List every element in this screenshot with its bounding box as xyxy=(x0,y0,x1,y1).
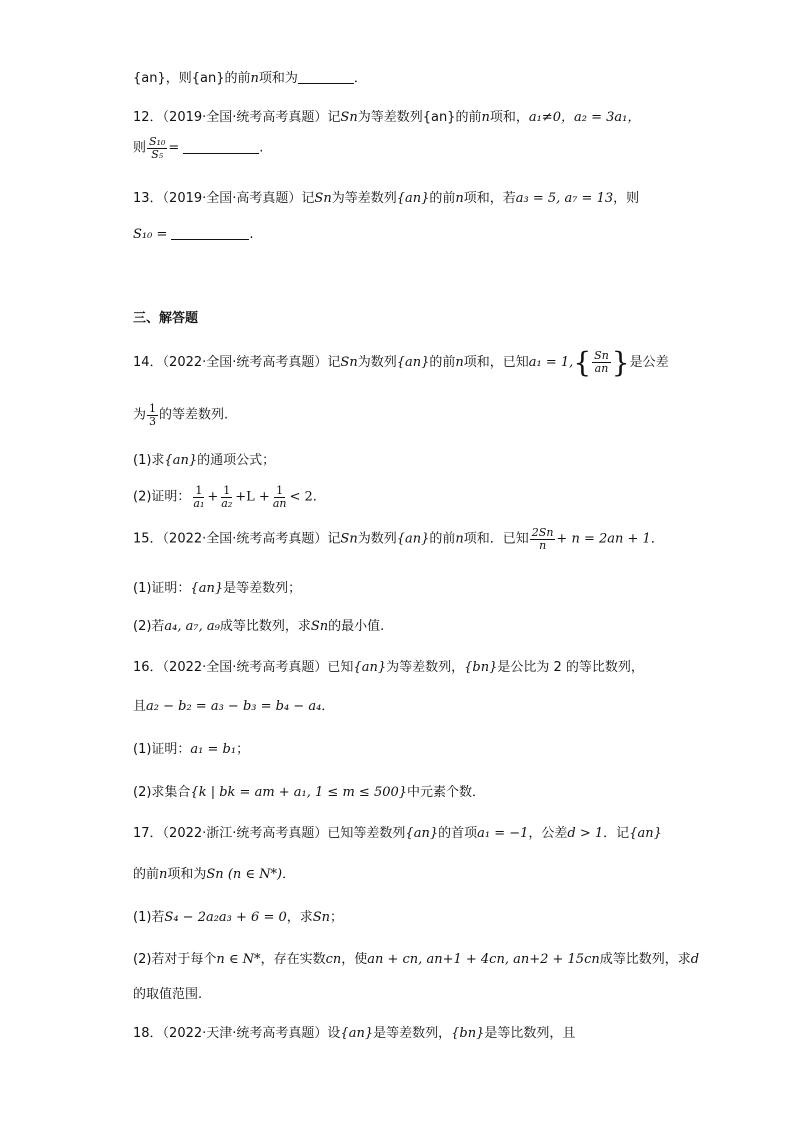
q16-p1-eq: a₁ = b₁ xyxy=(190,742,237,757)
q17-p2-c: cn xyxy=(325,952,342,967)
q17-source: （2022·浙江·统考高考真题） xyxy=(162,826,328,841)
q14-p2-end: . xyxy=(312,489,317,505)
q14-termn xyxy=(271,485,289,509)
q17-line2-b: 项和为 xyxy=(167,867,207,882)
q16-text-a: 已知 xyxy=(327,660,354,675)
q17-part1 xyxy=(133,906,343,925)
q16-part2 xyxy=(133,781,485,800)
q14-fraction xyxy=(592,350,611,374)
q14-termn-den: an xyxy=(272,496,287,510)
q12-fraction xyxy=(147,136,167,160)
q12-line1 xyxy=(133,106,640,125)
q12-eq: = xyxy=(168,140,180,156)
q15-sn: Sn xyxy=(340,531,358,547)
q12-sn: Sn xyxy=(340,110,358,125)
q15-p2-a: (2)若 xyxy=(133,619,165,634)
q14-text-a: 记 xyxy=(327,355,341,370)
q15-seq: {an} xyxy=(396,531,430,547)
q17-line1 xyxy=(133,822,662,841)
q11-end: ． xyxy=(353,71,367,86)
q14-sn: Sn xyxy=(340,355,358,370)
q17-p2-n: n ∈ N* xyxy=(216,952,261,967)
q18-text-a: 设 xyxy=(327,1026,341,1041)
q17-seq2: {an} xyxy=(629,826,662,841)
q17-p1-b: ，求 xyxy=(286,910,313,925)
q13-end: . xyxy=(249,227,254,242)
q14-text-e: 是公差 xyxy=(629,355,669,370)
q16-text-b: 为等差数列， xyxy=(386,660,465,675)
q14-line2-a: 为 xyxy=(133,407,147,423)
q12-cond2: a₂ = 3a₁， xyxy=(573,110,641,125)
q16-line1 xyxy=(133,656,644,675)
q14-brace-right: } xyxy=(611,346,630,379)
q14-p1-a: (1)求 xyxy=(133,453,165,468)
q15-fraction xyxy=(530,527,556,551)
q14-term1-den: a₁ xyxy=(193,496,205,510)
q14-dots: +L + xyxy=(235,489,270,505)
q15-frac-den: n xyxy=(539,538,547,552)
q17-number: 17． xyxy=(133,826,163,841)
q17-text-d: ．记 xyxy=(603,826,630,841)
q12-frac-num: S₁₀ xyxy=(149,135,166,148)
q18-source: （2022·天津·统考高考真题） xyxy=(162,1026,328,1041)
q14-term1-num: 1 xyxy=(195,484,203,497)
q12-text-c: 项和， xyxy=(489,110,529,125)
q16-source: （2022·全国·统考高考真题） xyxy=(162,660,328,675)
q14-termn-num: 1 xyxy=(276,484,284,497)
q18-text-c: 是等比数列，且 xyxy=(484,1026,576,1041)
q17-p1-sn: Sn xyxy=(312,910,331,925)
q13-line2 xyxy=(133,227,254,242)
q15-line1 xyxy=(133,527,664,551)
q11-text: {an}，则{an}的前 xyxy=(133,71,251,86)
q13-s10: S₁₀ = xyxy=(133,227,168,242)
q12-text-a: 记 xyxy=(327,110,341,125)
q11-answer-blank[interactable] xyxy=(298,71,354,84)
q14-line2-b: 的等差数列. xyxy=(159,407,229,423)
q13-n: n xyxy=(455,191,464,206)
q14-seq: {an} xyxy=(396,355,430,370)
q11-tail-line xyxy=(133,67,367,86)
q18-text-b: 是等差数列， xyxy=(373,1026,452,1041)
q14-term2-num: 1 xyxy=(223,484,231,497)
q14-cond: a₁ = 1, xyxy=(528,355,574,370)
q11-text-b: 项和为 xyxy=(258,71,298,86)
q16-line2 xyxy=(133,695,334,714)
q15-part1 xyxy=(133,577,301,596)
q15-part2 xyxy=(133,615,384,634)
q16-p2-b: 中元素个数． xyxy=(407,785,486,800)
q14-plus: + xyxy=(207,489,219,505)
q16-seq-b: {bn} xyxy=(464,660,498,675)
q14-term1 xyxy=(191,485,206,509)
q15-end: ． xyxy=(650,531,664,547)
q17-p1-eq: S₄ − 2a₂a₃ + 6 = 0 xyxy=(164,910,287,925)
q14-frac-den: an xyxy=(594,362,609,375)
q17-p2-dvar: d xyxy=(690,952,700,967)
q16-line2-end: ． xyxy=(321,699,335,714)
q17-a1: a₁ = −1 xyxy=(477,826,529,841)
q14-term2-den: a₂ xyxy=(221,496,233,510)
q13-text-b: 为等差数列 xyxy=(331,191,397,206)
q17-d: d > 1 xyxy=(567,826,604,841)
q16-number: 16． xyxy=(133,660,163,675)
q14-line1 xyxy=(133,346,669,379)
q18-number: 18． xyxy=(133,1026,163,1041)
q14-d-num: 1 xyxy=(149,402,157,415)
q11-n: n xyxy=(250,71,259,86)
q17-text-b: 的首项 xyxy=(438,826,478,841)
q16-p1-end: ； xyxy=(236,742,250,757)
q15-text-a: 记 xyxy=(327,531,341,547)
q17-line2-end: ． xyxy=(282,867,296,882)
q17-p2-a: (2)若对于每个 xyxy=(133,952,217,967)
q17-text-c: ，公差 xyxy=(528,826,568,841)
q16-text-c: 是公比为 2 的等比数列， xyxy=(497,660,644,675)
q15-source: （2022·全国·统考高考真题） xyxy=(162,531,328,547)
q17-part2-line2 xyxy=(133,983,202,1002)
q14-p1-seq: {an} xyxy=(164,453,198,468)
q15-text-d: 项和．已知 xyxy=(463,531,529,547)
q17-n: n xyxy=(159,867,168,882)
q16-p2-set: {k | bk = am + a₁, 1 ≤ m ≤ 500} xyxy=(190,785,408,800)
q15-p2-terms: a₄, a₇, a₉ xyxy=(164,619,220,634)
q13-text-d: 项和，若 xyxy=(463,191,516,206)
q13-cond: a₃ = 5, a₇ = 13 xyxy=(515,191,614,206)
q15-p2-c: 的最小值. xyxy=(328,619,385,634)
q15-number: 15． xyxy=(133,531,163,547)
q16-p2-a: (2)求集合 xyxy=(133,785,191,800)
q15-rhs: + n = 2an + 1 xyxy=(556,531,651,547)
q13-sn: Sn xyxy=(314,191,332,206)
q14-term2 xyxy=(219,485,234,509)
q12-end: . xyxy=(259,140,264,156)
q12-then: 则 xyxy=(133,140,147,156)
q17-p2-d: ，使 xyxy=(341,952,368,967)
q13-source: （2019·全国·高考真题） xyxy=(162,191,302,206)
q14-number: 14． xyxy=(133,355,163,370)
q14-p2-a: (2)证明： xyxy=(133,489,191,505)
q17-p2-e: 成等比数列，求 xyxy=(599,952,691,967)
q14-line2 xyxy=(133,403,228,427)
q17-line2 xyxy=(133,863,295,882)
q13-number: 13． xyxy=(133,191,163,206)
q17-part2 xyxy=(133,948,699,967)
q15-text-b: 为数列 xyxy=(357,531,397,547)
q13-seq: {an} xyxy=(396,191,430,206)
q15-p2-b: 成等比数列，求 xyxy=(219,619,311,634)
q14-p1-b: 的通项公式； xyxy=(197,453,276,468)
q14-text-c: 的前 xyxy=(429,355,456,370)
q18-line1 xyxy=(133,1022,575,1041)
q16-line2-a: 且 xyxy=(133,699,147,714)
q14-d-frac xyxy=(147,403,158,427)
q15-n: n xyxy=(455,531,464,547)
q17-sn-def: Sn (n ∈ N*) xyxy=(206,867,283,882)
q14-part2 xyxy=(133,485,317,509)
q14-source: （2022·全国·统考高考真题） xyxy=(162,355,328,370)
q14-n: n xyxy=(455,355,464,370)
q12-number: 12． xyxy=(133,110,163,125)
q17-seq: {an} xyxy=(405,826,439,841)
q13-answer-blank[interactable] xyxy=(171,227,249,240)
q12-n: n xyxy=(481,110,490,125)
q17-p2-line2: 的取值范围. xyxy=(133,987,203,1002)
q14-part1 xyxy=(133,449,275,468)
q17-line2-a: 的前 xyxy=(133,867,160,882)
q15-p1-a: (1)证明： xyxy=(133,581,191,596)
q16-line2-eq: a₂ − b₂ = a₃ − b₃ = b₄ − a₄ xyxy=(146,699,322,714)
q16-seq-a: {an} xyxy=(353,660,387,675)
q12-frac-den: S₅ xyxy=(151,147,164,161)
q12-source: （2019·全国·统考高考真题） xyxy=(162,110,328,125)
q13-text-a: 记 xyxy=(301,191,315,206)
q14-d-den: 3 xyxy=(149,414,157,428)
q13-text-c: 的前 xyxy=(429,191,456,206)
q16-p1-a: (1)证明： xyxy=(133,742,191,757)
q17-p1-end: ； xyxy=(330,910,344,925)
q15-p2-sn: Sn xyxy=(310,619,329,634)
q14-text-d: 项和，已知 xyxy=(463,355,529,370)
q12-line2 xyxy=(133,136,263,160)
q14-text-b: 为数列 xyxy=(357,355,397,370)
q13-text-e: ，则 xyxy=(613,191,640,206)
q18-seq-b: {bn} xyxy=(451,1026,485,1041)
q12-cond1: a₁≠0， xyxy=(528,110,574,125)
section-title: 三、解答题 xyxy=(133,311,199,326)
q13-line1 xyxy=(133,187,639,206)
q15-p1-seq: {an} xyxy=(190,581,224,596)
q15-p1-b: 是等差数列； xyxy=(223,581,302,596)
q17-p2-b: ，存在实数 xyxy=(260,952,326,967)
q17-p1-a: (1)若 xyxy=(133,910,165,925)
q18-seq-a: {an} xyxy=(340,1026,374,1041)
q15-text-c: 的前 xyxy=(429,531,456,547)
q14-frac-num: Sn xyxy=(594,349,609,363)
q16-part1 xyxy=(133,738,249,757)
q17-p2-terms: an + cn, an+1 + 4cn, an+2 + 15cn xyxy=(367,952,600,967)
q12-text-b: 为等差数列{an}的前 xyxy=(357,110,482,125)
q15-frac-num: 2Sn xyxy=(531,526,554,539)
q17-text-a: 已知等差数列 xyxy=(327,826,406,841)
q14-brace-left: { xyxy=(573,346,592,379)
q14-lt2: < 2 xyxy=(289,489,313,505)
q12-answer-blank[interactable] xyxy=(183,141,259,154)
